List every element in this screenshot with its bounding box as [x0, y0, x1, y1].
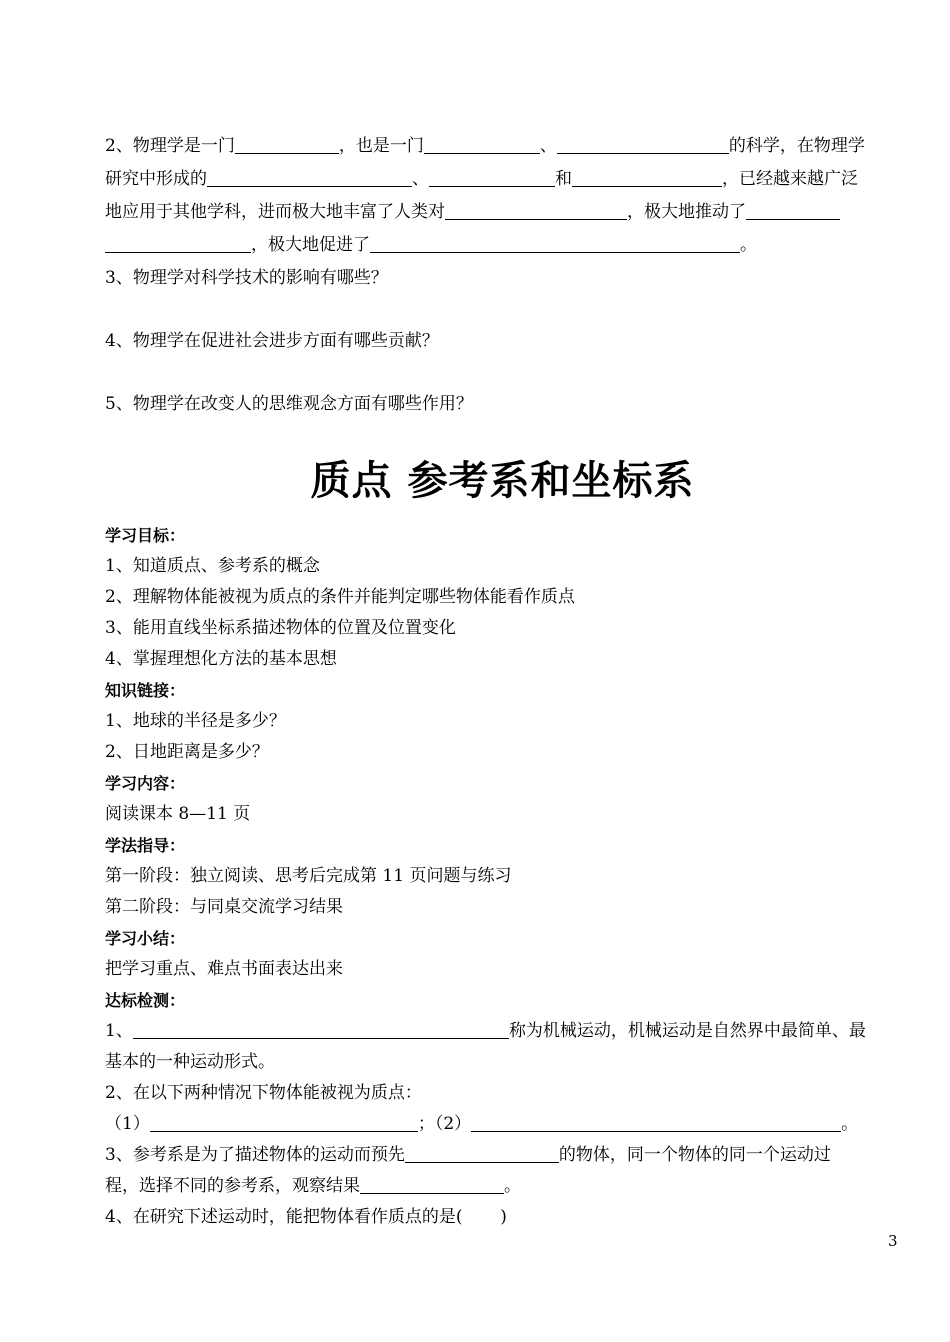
content-heading: 学习内容： — [105, 774, 186, 793]
q2-line1: 2、物理学是一门 ，也是一门 、 的科学，在物理学 — [105, 130, 900, 163]
test-q2: 2、在以下两种情况下物体能被视为质点： — [105, 1083, 422, 1103]
q2-line4: ，极大地促进了 。 — [105, 229, 900, 262]
test-q1-line1: 1、 称为机械运动，机械运动是自然界中最简单、最 — [105, 1016, 900, 1047]
summary-heading: 学习小结： — [105, 929, 186, 948]
method-item: 第二阶段：与同桌交流学习结果 — [105, 897, 343, 917]
blank — [207, 166, 412, 187]
blank — [405, 1142, 559, 1163]
method-heading: 学法指导： — [105, 836, 186, 855]
test-q1-line2: 基本的一种运动形式。 — [105, 1052, 275, 1072]
goal-item: 1、知道质点、参考系的概念 — [105, 556, 320, 576]
test-heading: 达标检测： — [105, 991, 186, 1010]
goal-item: 3、能用直线坐标系描述物体的位置及位置变化 — [105, 618, 456, 638]
blank — [105, 232, 251, 253]
test-q3-line1: 3、参考系是为了描述物体的运动而预先 的物体，同一个物体的同一个运动过 — [105, 1140, 900, 1171]
q2-line3: 地应用于其他学科，进而极大地丰富了人类对 ，极大地推动了 — [105, 196, 900, 229]
goals-heading: 学习目标： — [105, 526, 186, 545]
test-q2-answers: （1） ；（2） 。 — [105, 1109, 900, 1140]
blank — [429, 166, 555, 187]
blank — [471, 1111, 841, 1132]
test-q3-line2: 程，选择不同的参考系，观察结果 。 — [105, 1171, 900, 1202]
q5: 5、物理学在改变人的思维观念方面有哪些作用？ — [105, 394, 473, 414]
blank — [360, 1173, 504, 1194]
links-heading: 知识链接： — [105, 681, 186, 700]
blank — [445, 199, 627, 220]
blank — [746, 199, 840, 220]
goal-item: 4、掌握理想化方法的基本思想 — [105, 649, 337, 669]
document-page — [105, 130, 900, 1233]
blank — [370, 232, 740, 253]
section-title: 质点 参考系和坐标系 — [310, 458, 695, 504]
method-item: 第一阶段：独立阅读、思考后完成第 11 页问题与练习 — [105, 866, 512, 886]
goal-item: 2、理解物体能被视为质点的条件并能判定哪些物体能看作质点 — [105, 587, 575, 607]
blank — [557, 133, 729, 154]
blank — [150, 1111, 418, 1132]
page-number: 3 — [888, 1232, 898, 1250]
blank — [572, 166, 722, 187]
q3: 3、物理学对科学技术的影响有哪些？ — [105, 268, 388, 288]
link-item: 2、日地距离是多少？ — [105, 742, 269, 762]
blank — [133, 1018, 509, 1039]
link-item: 1、地球的半径是多少？ — [105, 711, 286, 731]
summary-text: 把学习重点、难点书面表达出来 — [105, 959, 343, 979]
test-q4: 4、在研究下述运动时，能把物体看作质点的是( ) — [105, 1207, 507, 1227]
q2-line2: 研究中形成的 、 和 ，已经越来越广泛 — [105, 163, 900, 196]
blank — [235, 133, 339, 154]
blank — [424, 133, 540, 154]
q4: 4、物理学在促进社会进步方面有哪些贡献？ — [105, 331, 439, 351]
content-text: 阅读课本 8—11 页 — [105, 804, 251, 824]
